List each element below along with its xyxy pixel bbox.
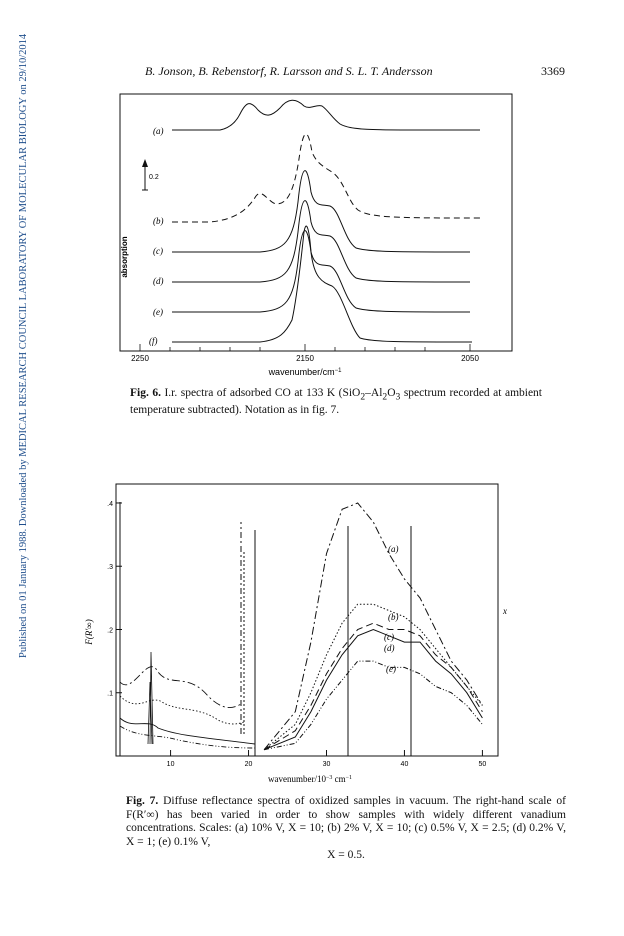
y-tick-label-0.1: .1 xyxy=(107,690,113,698)
series-line-a xyxy=(264,503,482,750)
x-tick-label-50: 50 xyxy=(478,761,487,768)
figure-6-caption-text-1: I.r. spectra of adsorbed CO at 133 K (SiO xyxy=(164,387,361,399)
figure-7-series-group xyxy=(120,503,482,750)
scale-bar-label: 0.2 xyxy=(149,174,159,181)
figure-6-caption-text-4: spectrum recorded at ambient temperature subtracted). Notation as in fig. 7. xyxy=(130,387,543,416)
y-tick-label-0.4: .4 xyxy=(107,500,113,508)
trace-label-7e: (e) xyxy=(386,664,396,674)
figure-6-caption-text-3: O xyxy=(387,387,396,399)
trace-label-b: (b) xyxy=(153,216,164,226)
figure-6 xyxy=(100,92,520,382)
low-wavenumber-trace-3 xyxy=(120,718,255,744)
scale-bar-arrow xyxy=(142,159,148,167)
figure-7-xlabel: wavenumber/$10^{-3}$ $cm^{-1}$ xyxy=(267,774,353,784)
download-notice xyxy=(6,8,29,658)
ir-trace-e xyxy=(172,231,470,312)
figure-7-caption-last: X = 0.5. xyxy=(327,849,365,861)
x-tick-label-30: 30 xyxy=(322,761,331,768)
figure-6-ylabel: absorption xyxy=(120,236,129,278)
y-tick-label-0.2: .2 xyxy=(107,627,113,635)
trace-label-7c: (c) xyxy=(384,632,394,642)
trace-label-7b: (b) xyxy=(388,612,399,622)
scale-bar xyxy=(142,159,159,190)
ir-trace-b xyxy=(172,134,480,222)
sub-2b: 2 xyxy=(382,391,388,403)
ir-trace-d xyxy=(172,201,470,282)
figure-7-ylabel: F(R′∞) xyxy=(84,619,94,645)
tick-label-2050: 2050 xyxy=(461,354,479,363)
figure-7-caption-text: Diffuse reflectance spectra of oxidized samples in vacuum. The right-hand scale of F(R′∞) has been varied in order to show samples with widely different vanadium concentrations. Scales: (a) 10% V, X = 10; (b) 2% V, X = 10; (c) 0.5% V, X = 2.5; (d) 0.2% V, X = 1; (e) 0.1% V, xyxy=(126,795,566,848)
x-tick-label-40: 40 xyxy=(400,761,409,768)
figure-6-caption xyxy=(130,387,542,417)
figure-7-right-label: x xyxy=(503,606,507,616)
trace-label-c: (c) xyxy=(153,246,163,256)
trace-label-f: (f) xyxy=(149,336,158,346)
sub-2: 2 xyxy=(360,391,366,403)
x-tick-label-20: 20 xyxy=(244,761,253,768)
figure-7-annotations xyxy=(120,502,411,756)
page-number: 3369 xyxy=(541,64,565,78)
y-tick-label-0.3: .3 xyxy=(107,564,113,572)
header-authors: B. Jonson, B. Rebenstorf, R. Larsson and S. L. T. Andersson xyxy=(145,64,433,78)
trace-label-e: (e) xyxy=(153,307,163,317)
sharp-feature xyxy=(148,652,153,744)
low-wavenumber-trace-4 xyxy=(120,726,255,748)
ir-trace-f xyxy=(172,226,472,342)
download-notice-text: Published on 01 January 1988. Downloaded by MEDICAL RESEARCH COUNCIL LABORATORY OF MOLECULAR BIOLOGY on 29/10/2014 xyxy=(18,33,29,658)
figure-6-ticks xyxy=(140,344,470,351)
trace-label-a: (a) xyxy=(153,126,164,136)
figure-7-caption-label: Fig. 7. xyxy=(126,795,159,807)
figure-6-plot xyxy=(100,92,520,382)
figure-6-caption-label: Fig. 6. xyxy=(130,387,161,399)
low-wavenumber-trace-2 xyxy=(120,696,244,724)
ir-trace-a xyxy=(172,100,480,130)
ir-trace-c xyxy=(172,171,470,252)
trace-label-d: (d) xyxy=(153,276,164,286)
series-line-d xyxy=(264,630,482,750)
figure-6-xlabel: wavenumber/$cm^{-1}$ xyxy=(268,367,342,377)
low-wavenumber-trace-1 xyxy=(120,667,241,708)
tick-label-2150: 2150 xyxy=(296,354,314,363)
figure-7-plot xyxy=(78,482,538,787)
figure-7-caption xyxy=(126,795,566,863)
trace-label-7d: (d) xyxy=(384,643,395,653)
figure-7-frame xyxy=(116,484,498,756)
x-tick-label-10: 10 xyxy=(166,761,175,768)
figure-6-caption-text-2: –Al xyxy=(365,387,383,399)
tick-label-2250: 2250 xyxy=(131,354,149,363)
running-header xyxy=(145,64,565,80)
figure-7 xyxy=(78,482,538,787)
sub-3: 3 xyxy=(395,391,401,403)
trace-label-7a: (a) xyxy=(388,544,399,554)
series-line-c xyxy=(264,623,482,750)
